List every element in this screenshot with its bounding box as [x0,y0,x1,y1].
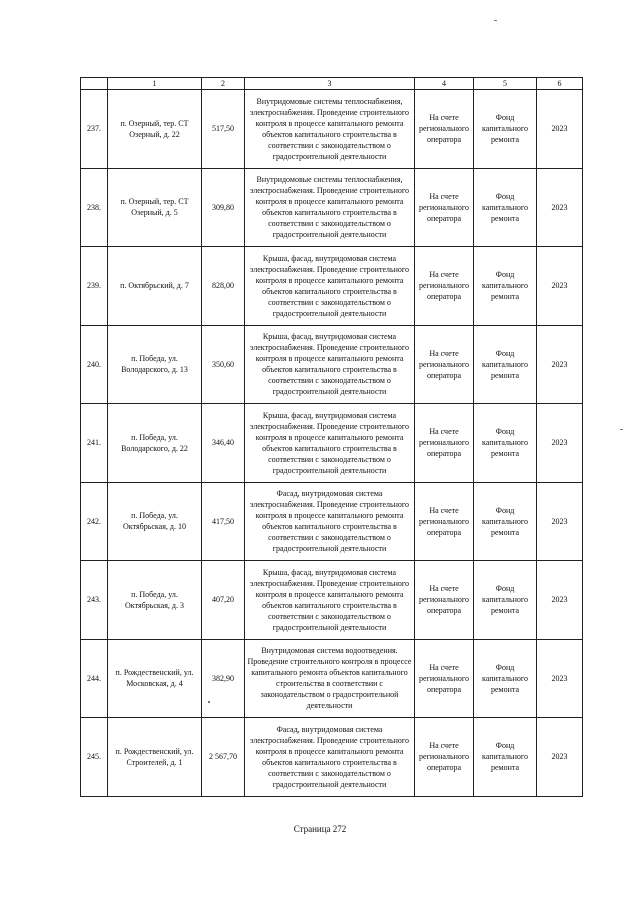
table-row [81,247,583,326]
year-cell: 2023 [537,90,583,169]
table-row [81,404,583,483]
year-cell: 2023 [537,639,583,718]
scan-speck [494,20,497,21]
table-row [81,168,583,247]
work-description-cell: Крыша, фасад, внутридомовая система электроснабжения. Проведение строительного контроля в процессе капитального ремонта объектов капитального строительства в соответствии с законодательством о градостроительной деятельности [245,247,415,326]
funding-source-cell: Фонд капитального ремонта [474,325,537,404]
row-number-cell: 238. [81,168,108,247]
area-cell: 382,90 [202,639,245,718]
area-cell: 407,20 [202,561,245,640]
account-type-cell: На счете регионального оператора [415,325,474,404]
year-cell: 2023 [537,561,583,640]
account-type-cell: На счете регионального оператора [415,90,474,169]
funding-source-cell: Фонд капитального ремонта [474,718,537,797]
row-number-cell: 240. [81,325,108,404]
funding-source-cell: Фонд капитального ремонта [474,639,537,718]
address-cell: п. Победа, ул. Октябрьская, д. 3 [108,561,202,640]
funding-source-cell: Фонд капитального ремонта [474,90,537,169]
scan-speck [620,429,623,430]
area-cell: 309,80 [202,168,245,247]
table-row [81,639,583,718]
work-description-cell: Фасад, внутридомовая система электроснабжения. Проведение строительного контроля в процессе капитального ремонта объектов капитального строительства в соответствии с законодательством о градостроительной деятельности [245,718,415,797]
year-cell: 2023 [537,404,583,483]
account-type-cell: На счете регионального оператора [415,168,474,247]
area-cell: 346,40 [202,404,245,483]
column-number-row [81,78,583,90]
header-cell: 4 [415,78,474,90]
header-cell: 6 [537,78,583,90]
table-row [81,90,583,169]
area-cell: 517,50 [202,90,245,169]
work-description-cell: Крыша, фасад, внутридомовая система электроснабжения. Проведение строительного контроля в процессе капитального ремонта объектов капитального строительства в соответствии с законодательством о градостроительной деятельности [245,404,415,483]
funding-source-cell: Фонд капитального ремонта [474,561,537,640]
address-cell: п. Озерный, тер. СТ Озерный, д. 5 [108,168,202,247]
work-description-cell: Внутридомовые системы теплоснабжения, электроснабжения. Проведение строительного контроля в процессе капитального ремонта объектов капитального строительства в соответствии с законодательством о градостроительной деятельности [245,90,415,169]
header-cell: 3 [245,78,415,90]
area-cell: 350,60 [202,325,245,404]
address-cell: п. Октябрьский, д. 7 [108,247,202,326]
row-number-cell: 245. [81,718,108,797]
row-number-cell: 239. [81,247,108,326]
header-cell: 5 [474,78,537,90]
page-number: Страница 272 [293,824,347,834]
address-cell: п. Победа, ул. Володарского, д. 22 [108,404,202,483]
table-row [81,718,583,797]
funding-source-cell: Фонд капитального ремонта [474,247,537,326]
address-cell: п. Рождественский, ул. Московская, д. 4 [108,639,202,718]
account-type-cell: На счете регионального оператора [415,718,474,797]
table-row [81,325,583,404]
row-number-cell: 242. [81,482,108,561]
year-cell: 2023 [537,325,583,404]
funding-source-cell: Фонд капитального ремонта [474,404,537,483]
work-description-cell: Внутридомовая система водоотведения. Проведение строительного контроля в процессе капитального ремонта объектов капитального строительства в соответствии с законодательством о градостроительной деятельности [245,639,415,718]
address-cell: п. Победа, ул. Володарского, д. 13 [108,325,202,404]
funding-source-cell: Фонд капитального ремонта [474,168,537,247]
address-cell: п. Рождественский, ул. Строителей, д. 1 [108,718,202,797]
table-row [81,482,583,561]
row-number-cell: 243. [81,561,108,640]
row-number-cell: 237. [81,90,108,169]
address-cell: п. Озерный, тер. СТ Озерный, д. 22 [108,90,202,169]
header-blank-cell [81,78,108,90]
account-type-cell: На счете регионального оператора [415,247,474,326]
area-cell: 828,00 [202,247,245,326]
work-description-cell: Крыша, фасад, внутридомовая система электроснабжения. Проведение строительного контроля в процессе капитального ремонта объектов капитального строительства в соответствии с законодательством о градостроительной деятельности [245,561,415,640]
work-description-cell: Внутридомовые системы теплоснабжения, электроснабжения. Проведение строительного контроля в процессе капитального ремонта объектов капитального строительства в соответствии с законодательством о градостроительной деятельности [245,168,415,247]
area-cell: 417,50 [202,482,245,561]
account-type-cell: На счете регионального оператора [415,561,474,640]
work-description-cell: Фасад, внутридомовая система электроснабжения. Проведение строительного контроля в процессе капитального ремонта объектов капитального строительства в соответствии с законодательством о градостроительной деятельности [245,482,415,561]
year-cell: 2023 [537,718,583,797]
address-cell: п. Победа, ул. Октябрьская, д. 10 [108,482,202,561]
area-cell: 2 567,70 [202,718,245,797]
account-type-cell: На счете регионального оператора [415,482,474,561]
header-cell: 1 [108,78,202,90]
repair-program-table [80,77,583,797]
table-row [81,561,583,640]
year-cell: 2023 [537,247,583,326]
account-type-cell: На счете регионального оператора [415,639,474,718]
work-description-cell: Крыша, фасад, внутридомовая система электроснабжения. Проведение строительного контроля в процессе капитального ремонта объектов капитального строительства в соответствии с законодательством о градостроительной деятельности [245,325,415,404]
account-type-cell: На счете регионального оператора [415,404,474,483]
year-cell: 2023 [537,482,583,561]
header-cell: 2 [202,78,245,90]
row-number-cell: 244. [81,639,108,718]
row-number-cell: 241. [81,404,108,483]
funding-source-cell: Фонд капитального ремонта [474,482,537,561]
year-cell: 2023 [537,168,583,247]
